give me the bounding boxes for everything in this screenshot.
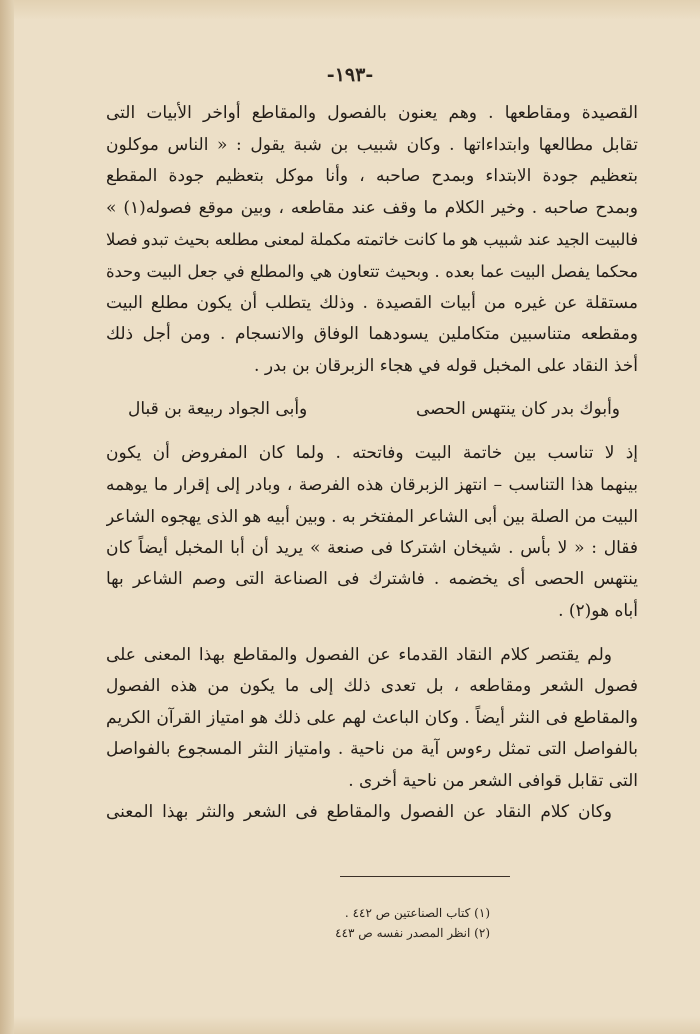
page-bottom-shade [14, 1016, 700, 1034]
page-number: -١٩٣- [326, 64, 374, 86]
verse-second-hemistich: وأبى الجواد ربيعة بن قبال [128, 399, 308, 420]
text-line: القصيدة ومقاطعها . وهم يعنون بالفصول والمقاطع أواخر الأبيات التى [106, 103, 638, 123]
text-line: البيت من الصلة بين أبى الشاعر المفتخر به . وبين أبيه هو الذى يهجوه الشاعر [106, 506, 638, 527]
text-line: بالفواصل التى تمثل رءوس آية من ناحية . وامتياز النثر المسجوع بالفواصل [106, 739, 638, 760]
text-line: والمقاطع فى النثر أيضاً . وكان الباعث لهم على ذلك هو امتياز القرآن الكريم [106, 707, 638, 728]
text-line: التى تقابل قوافى الشعر من ناحية أخرى . [348, 770, 638, 791]
verse-first-hemistich: وأبوك بدر كان ينتهس الحصى [416, 399, 620, 420]
text-line: بتعظيم جودة الابتداء وبمدح صاحبه ، وأنا موكل بتعظيم جودة المقطع [106, 166, 638, 187]
paragraph-gap [106, 382, 638, 394]
text-line: ومقطعه متناسبين متكاملين يسودهما الوفاق والانسجام . ومن أجل ذلك [106, 324, 638, 345]
text-line: فقال : « لا بأس . شيخان اشتركا فى صنعة » يريد أن أبا المخبل أيضاً كان [106, 537, 638, 558]
text-line: ينتهس الحصى أى يخضمه . فاشترك فى الصناعة التى وصم الشاعر بها [106, 569, 638, 590]
text-line: فصول الشعر ومقاطعه ، بل تعدى ذلك إلى ما يكون من هذه الفصول [106, 676, 638, 697]
text-line: أخذ النقاد على المخبل قوله في هجاء الزبرقان بن بدر . [254, 355, 638, 376]
paragraph-gap [106, 426, 638, 438]
footnote-divider [340, 876, 510, 877]
page-top-shade [14, 0, 700, 20]
text-line: تقابل مطالعها وابتداءاتها . وكان شبيب بن شبة يقول : « الناس موكلون [106, 134, 638, 155]
text-line: ولم يقتصر كلام النقاد القدماء عن الفصول والمقاطع بهذا المعنى على [106, 644, 612, 665]
text-line: مستقلة عن غيره من أبيات القصيدة . وذلك يتطلب أن يكون مطلع البيت [106, 292, 638, 313]
footnote: (٢) انظر المصدر نفسه ص ٤٤٣ [335, 926, 490, 940]
text-line: بينهما هذا التناسب – انتهز الزبرقان هذه الفرصة ، وبادر إلى إقرار ما يوهمه [106, 474, 638, 495]
text-line: إذ لا تناسب بين خاتمة البيت وفاتحته . ولما كان المفروض أن يكون [106, 442, 638, 463]
body-text [106, 98, 638, 829]
footnote: (١) كتاب الصناعتين ص ٤٤٢ . [344, 906, 490, 920]
text-line: وكان كلام النقاد عن الفصول والمقاطع فى الشعر والنثر بهذا المعنى [106, 802, 612, 823]
footnotes [250, 903, 490, 943]
paragraph-gap [106, 628, 638, 640]
poem-verse [106, 394, 638, 426]
text-line: أباه هو(٢) . [558, 600, 638, 621]
text-line: فالبيت الجيد عند شبيب هو ما كانت خاتمته مكملة لمعنى مطلعه بحيث تبدو فصلا [106, 230, 638, 250]
text-line: وبمدح صاحبه . وخير الكلام ما وقف عند مقاطعه ، وبين موقع فصوله(١) » [106, 197, 638, 218]
page-binding-edge [0, 0, 14, 1034]
text-line: محكما يفصل البيت عما بعده . وبحيث تتعاون هي والمطلع في جعل البيت وحدة [106, 261, 638, 281]
